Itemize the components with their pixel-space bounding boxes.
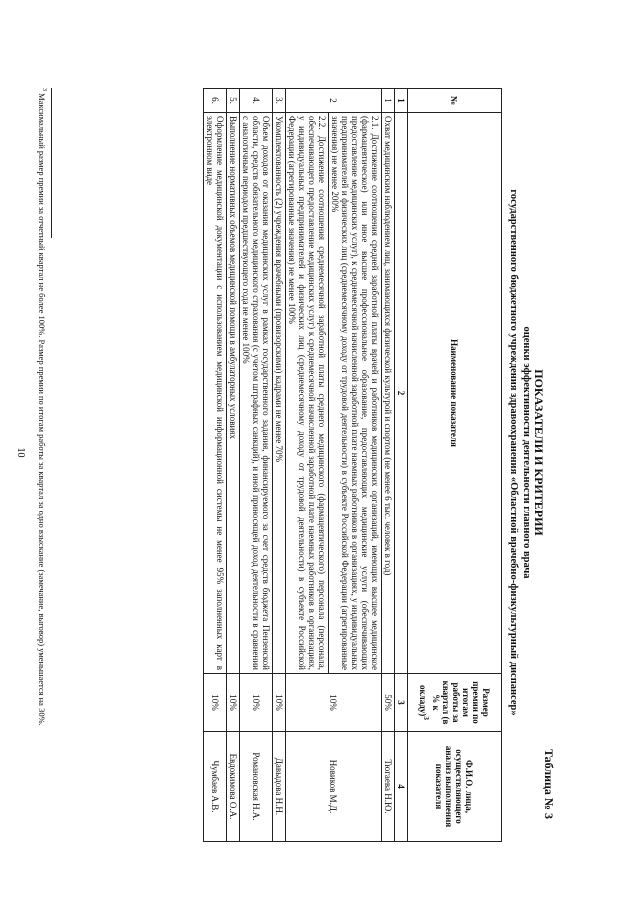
table-row bbox=[240, 89, 273, 842]
table-row bbox=[273, 89, 286, 842]
row-name: Выполнение нормативных объемов медицинской помощи в амбулаторных условиях bbox=[227, 113, 240, 674]
footnote-separator bbox=[51, 88, 52, 238]
header-bonus-text: Размер премии по итогам работы за квартал (в % к окладу) bbox=[418, 680, 491, 725]
row-bonus: 10% bbox=[273, 674, 286, 732]
row-responsible: Новиков М.Д. bbox=[286, 732, 382, 842]
row-responsible: Евдокимова О.А. bbox=[227, 732, 240, 842]
header-num: № bbox=[408, 89, 502, 113]
table-row bbox=[227, 89, 240, 842]
row-num: 1 bbox=[382, 89, 395, 113]
row-bonus: 10% bbox=[240, 674, 273, 732]
table-row bbox=[204, 89, 227, 842]
column-index-row bbox=[395, 89, 408, 842]
row-name: Оформление медицинской документации с использованием медицинской информационной системы не менее 95% заполненных карт в электронном виде bbox=[204, 113, 227, 674]
row-bonus: 10% bbox=[286, 674, 382, 732]
col-index-4: 4 bbox=[395, 732, 408, 842]
row-responsible: Чумбаев А.В. bbox=[204, 732, 227, 842]
table-row bbox=[329, 89, 382, 842]
row-bonus: 50% bbox=[382, 674, 395, 732]
row-responsible: Тюгаева Н.Ю. bbox=[382, 732, 395, 842]
header-name: Наименование показателя bbox=[408, 113, 502, 674]
row-bonus: 10% bbox=[204, 674, 227, 732]
col-index-2: 2 bbox=[395, 113, 408, 674]
row-num: 4. bbox=[240, 89, 273, 113]
footnote-marker: 3 bbox=[40, 88, 47, 91]
page-number: 10 bbox=[15, 447, 26, 458]
criteria-table bbox=[203, 88, 502, 842]
table-row bbox=[382, 89, 395, 842]
col-index-1: 1 bbox=[395, 89, 408, 113]
row-num: 3. bbox=[273, 89, 286, 113]
document-subtitle-2: государственного бюджетного учреждения здравоохранения «Областной врачебно-физкультурный диспансер» bbox=[508, 189, 519, 716]
row-name-2-1: 2.1. Достижение соотношения средней заработной платы врачей и работников медицинских организаций, имеющих высшее медицинское (фармацевтическое) или иное высшее профессиональное образование, предоставляющих медицинские услуги (обеспечивающих предоставление медицинских услуг), к среднемесячной начисленной заработной плате наемных работников в организациях, у индивидуальных предпринимателей и физических лиц (среднемесячному доходу от трудовой деятельности) в субъекте Российской Федерации (агрегированные значения) не менее 200% bbox=[329, 113, 382, 674]
row-responsible: Давыдова Н.Н. bbox=[273, 732, 286, 842]
row-name: Укомплектованность (2) учреждения врачебными (провизорскими) кадрами не менее 70% bbox=[273, 113, 286, 674]
header-bonus-sup: 3 bbox=[422, 716, 431, 721]
row-num: 6. bbox=[204, 89, 227, 113]
row-num: 5. bbox=[227, 89, 240, 113]
row-name: Объем доходов от оказания медицинских услуг в рамках государственного задания, финансируемого за счет средств бюджета Пензенской области, средств обязательного медицинского страхования (с учетом штрафных санкций), и иной приносящей доход деятельности в сравнении с аналогичным периодом предшествующего года не менее 100% bbox=[240, 113, 273, 674]
table-header-row bbox=[408, 89, 502, 842]
col-index-3: 3 bbox=[395, 674, 408, 732]
table-label: Таблица № 3 bbox=[542, 748, 556, 819]
document-title: ПОКАЗАТЕЛИ И КРИТЕРИИ bbox=[532, 369, 546, 536]
header-bonus bbox=[408, 674, 502, 732]
row-responsible: Романовская Н.А. bbox=[240, 732, 273, 842]
row-name-2-2: 2.2. Достижение соотношения среднемесячной заработной платы среднего медицинского (фармацевтического) персонала (персонала, обеспечивающего предоставление медицинских услуг) к среднемесячной начисленной заработной плате наемных работников в организациях, у индивидуальных предпринимателей и физических лиц (среднемесячному доходу от трудовой деятельности) в субъекте Российской Федерации (агрегированные значения) не менее 100% bbox=[286, 113, 329, 674]
footnote-text: Максимальный размер премии за отчетный квартал не более 100%. Размер премии по итогам работы за квартал за одно взыскание (замечание, выговор) уменьшается на 30%. bbox=[37, 93, 47, 726]
row-name: Охват медицинским наблюдением лиц, занимающихся физической культурой и спортом (не менее 6 тыс. человек в год) bbox=[382, 113, 395, 674]
document-subtitle-1: оценки эффективности деятельности главного врача bbox=[521, 326, 532, 579]
header-responsible: Ф.И.О. лица, осуществляющего анализ выполнения показателя bbox=[408, 732, 502, 842]
row-num: 2 bbox=[286, 89, 382, 113]
row-bonus: 10% bbox=[227, 674, 240, 732]
footnote bbox=[37, 88, 47, 848]
